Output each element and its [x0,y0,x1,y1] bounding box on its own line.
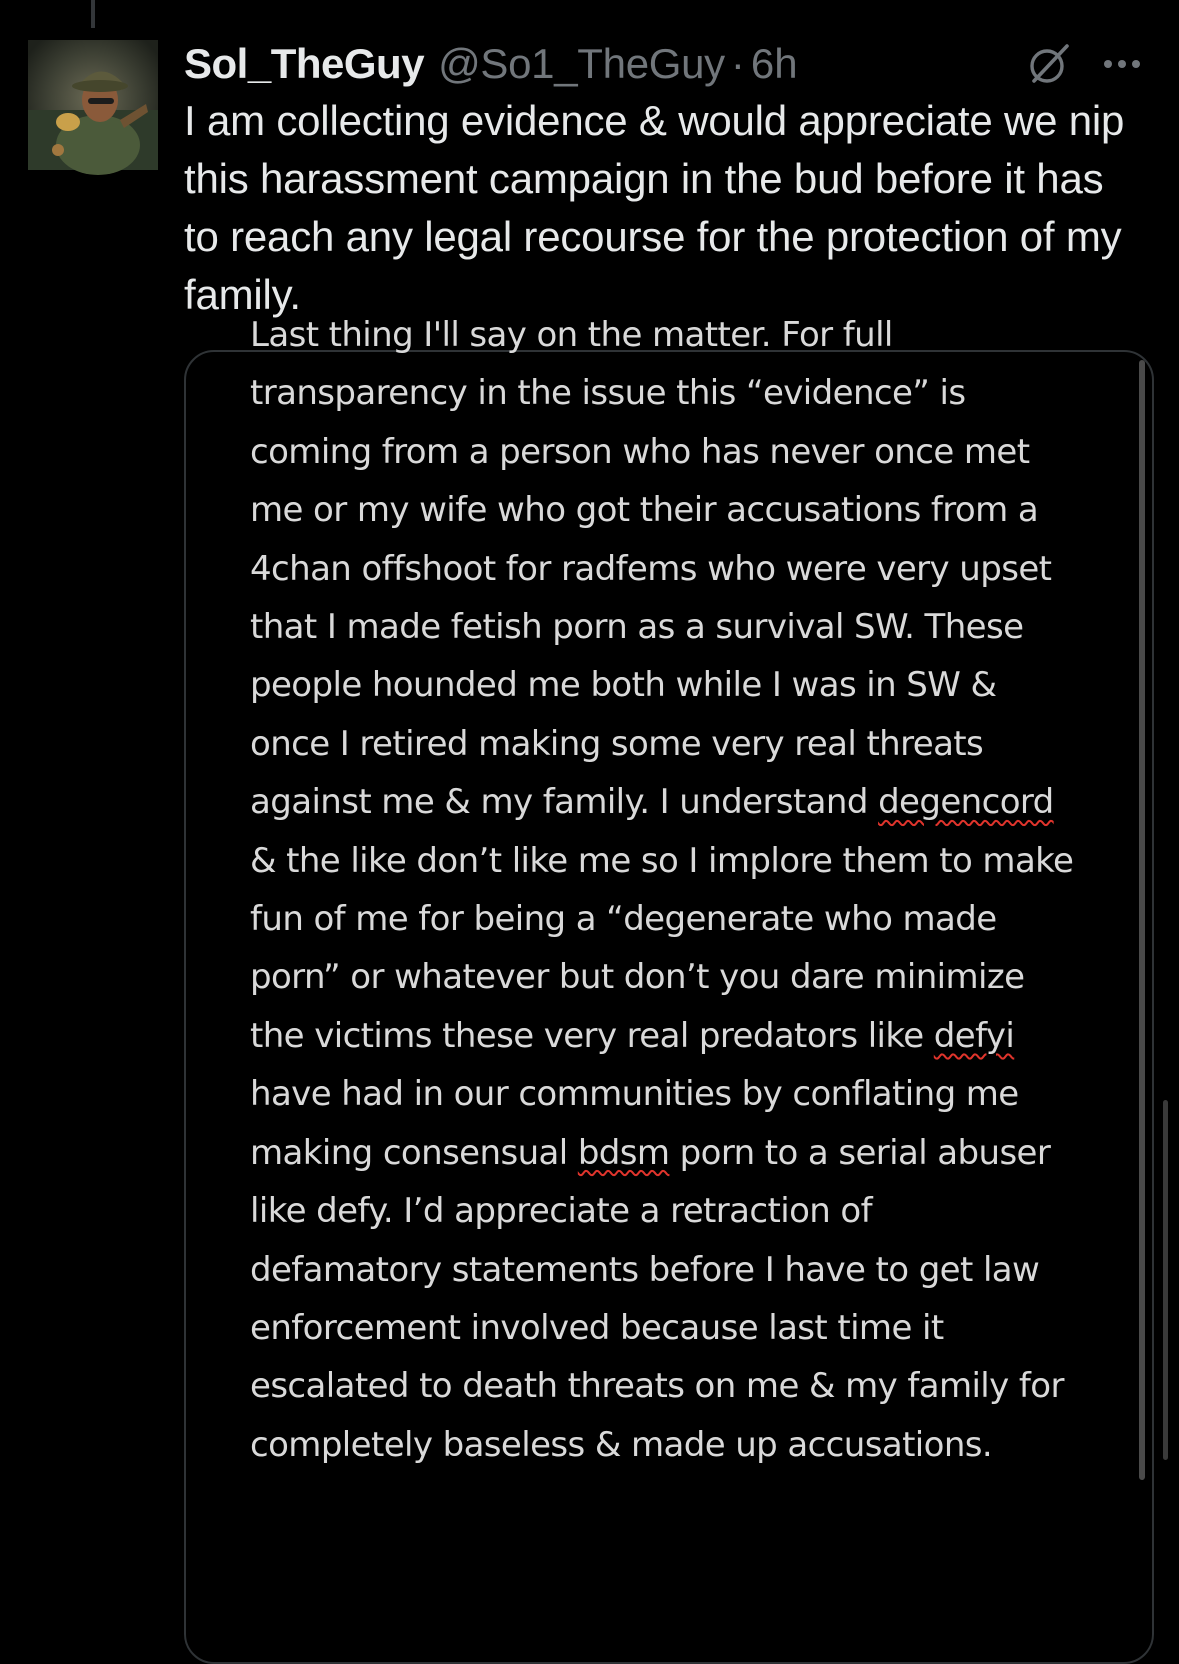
note-line: once I retired making some very real threats [250,723,984,764]
tweet-text: I am collecting evidence & would appreciate we nip this harassment campaign in the bud before it has to reach any legal recourse for the protection of my family. [184,97,1125,318]
note-line-segment: against me & my family. I understand [250,782,879,823]
avatar-image [28,40,158,170]
note-line-segment: making consensual [250,1132,578,1173]
note-line: enforcement involved because last time it [250,1307,944,1348]
spellcheck-flagged-word: bdsm [577,1132,670,1173]
note-line: completely baseless & made up accusations. [250,1424,993,1465]
more-options-icon[interactable] [1098,44,1146,84]
note-line-segment: the victims these very real predators like [250,1015,934,1056]
user-handle[interactable]: @So1_TheGuy [438,40,725,87]
note-line-segment: porn to a serial abuser [669,1132,1051,1173]
note-line: 4chan offshoot for radfems who were very upset [250,548,1052,589]
avatar[interactable] [28,40,158,170]
media-viewport [186,315,1152,1662]
cut-off-line: Last thing I'll say on the matter. For full [250,315,893,355]
note-line [250,773,1130,831]
note-line: have had in our communities by conflating me [250,1074,1019,1115]
note-line: escalated to death threats on me & my family for [250,1366,1064,1407]
grok-icon[interactable] [1025,40,1073,88]
note-line: & the like don’t like me so I implore them to make [250,840,1074,881]
page-scrollbar[interactable] [1163,1100,1168,1460]
note-line: porn” or whatever but don’t you dare minimize [250,957,1025,998]
note-line [250,1124,1130,1182]
note-line: transparency in the issue this “evidence” is [250,373,966,414]
display-name[interactable]: Sol_TheGuy [184,40,425,87]
note-line [250,1007,1130,1065]
separator-dot: · [730,40,745,87]
screenshot-notes-text [250,306,1130,1474]
timestamp[interactable]: 6h [750,40,798,87]
note-line: people hounded me both while I was in SW & [250,665,997,706]
note-line: defamatory statements before I have to get law [250,1249,1040,1290]
media-scroll-indicator [1139,360,1145,1480]
spellcheck-flagged-word: defyi [933,1015,1015,1056]
spellcheck-flagged-word: degencord [878,782,1054,823]
note-line: fun of me for being a “degenerate who made [250,899,997,940]
tweet-media-image[interactable] [184,315,1154,1664]
note-line: that I made fetish porn as a survival SW. These [250,607,1024,648]
thread-connector-line [91,0,95,28]
note-line: me or my wife who got their accusations from a [250,490,1039,531]
note-line: coming from a person who has never once met [250,431,1030,472]
note-line: like defy. I’d appreciate a retraction of [250,1191,872,1232]
tweet-header [184,36,798,92]
